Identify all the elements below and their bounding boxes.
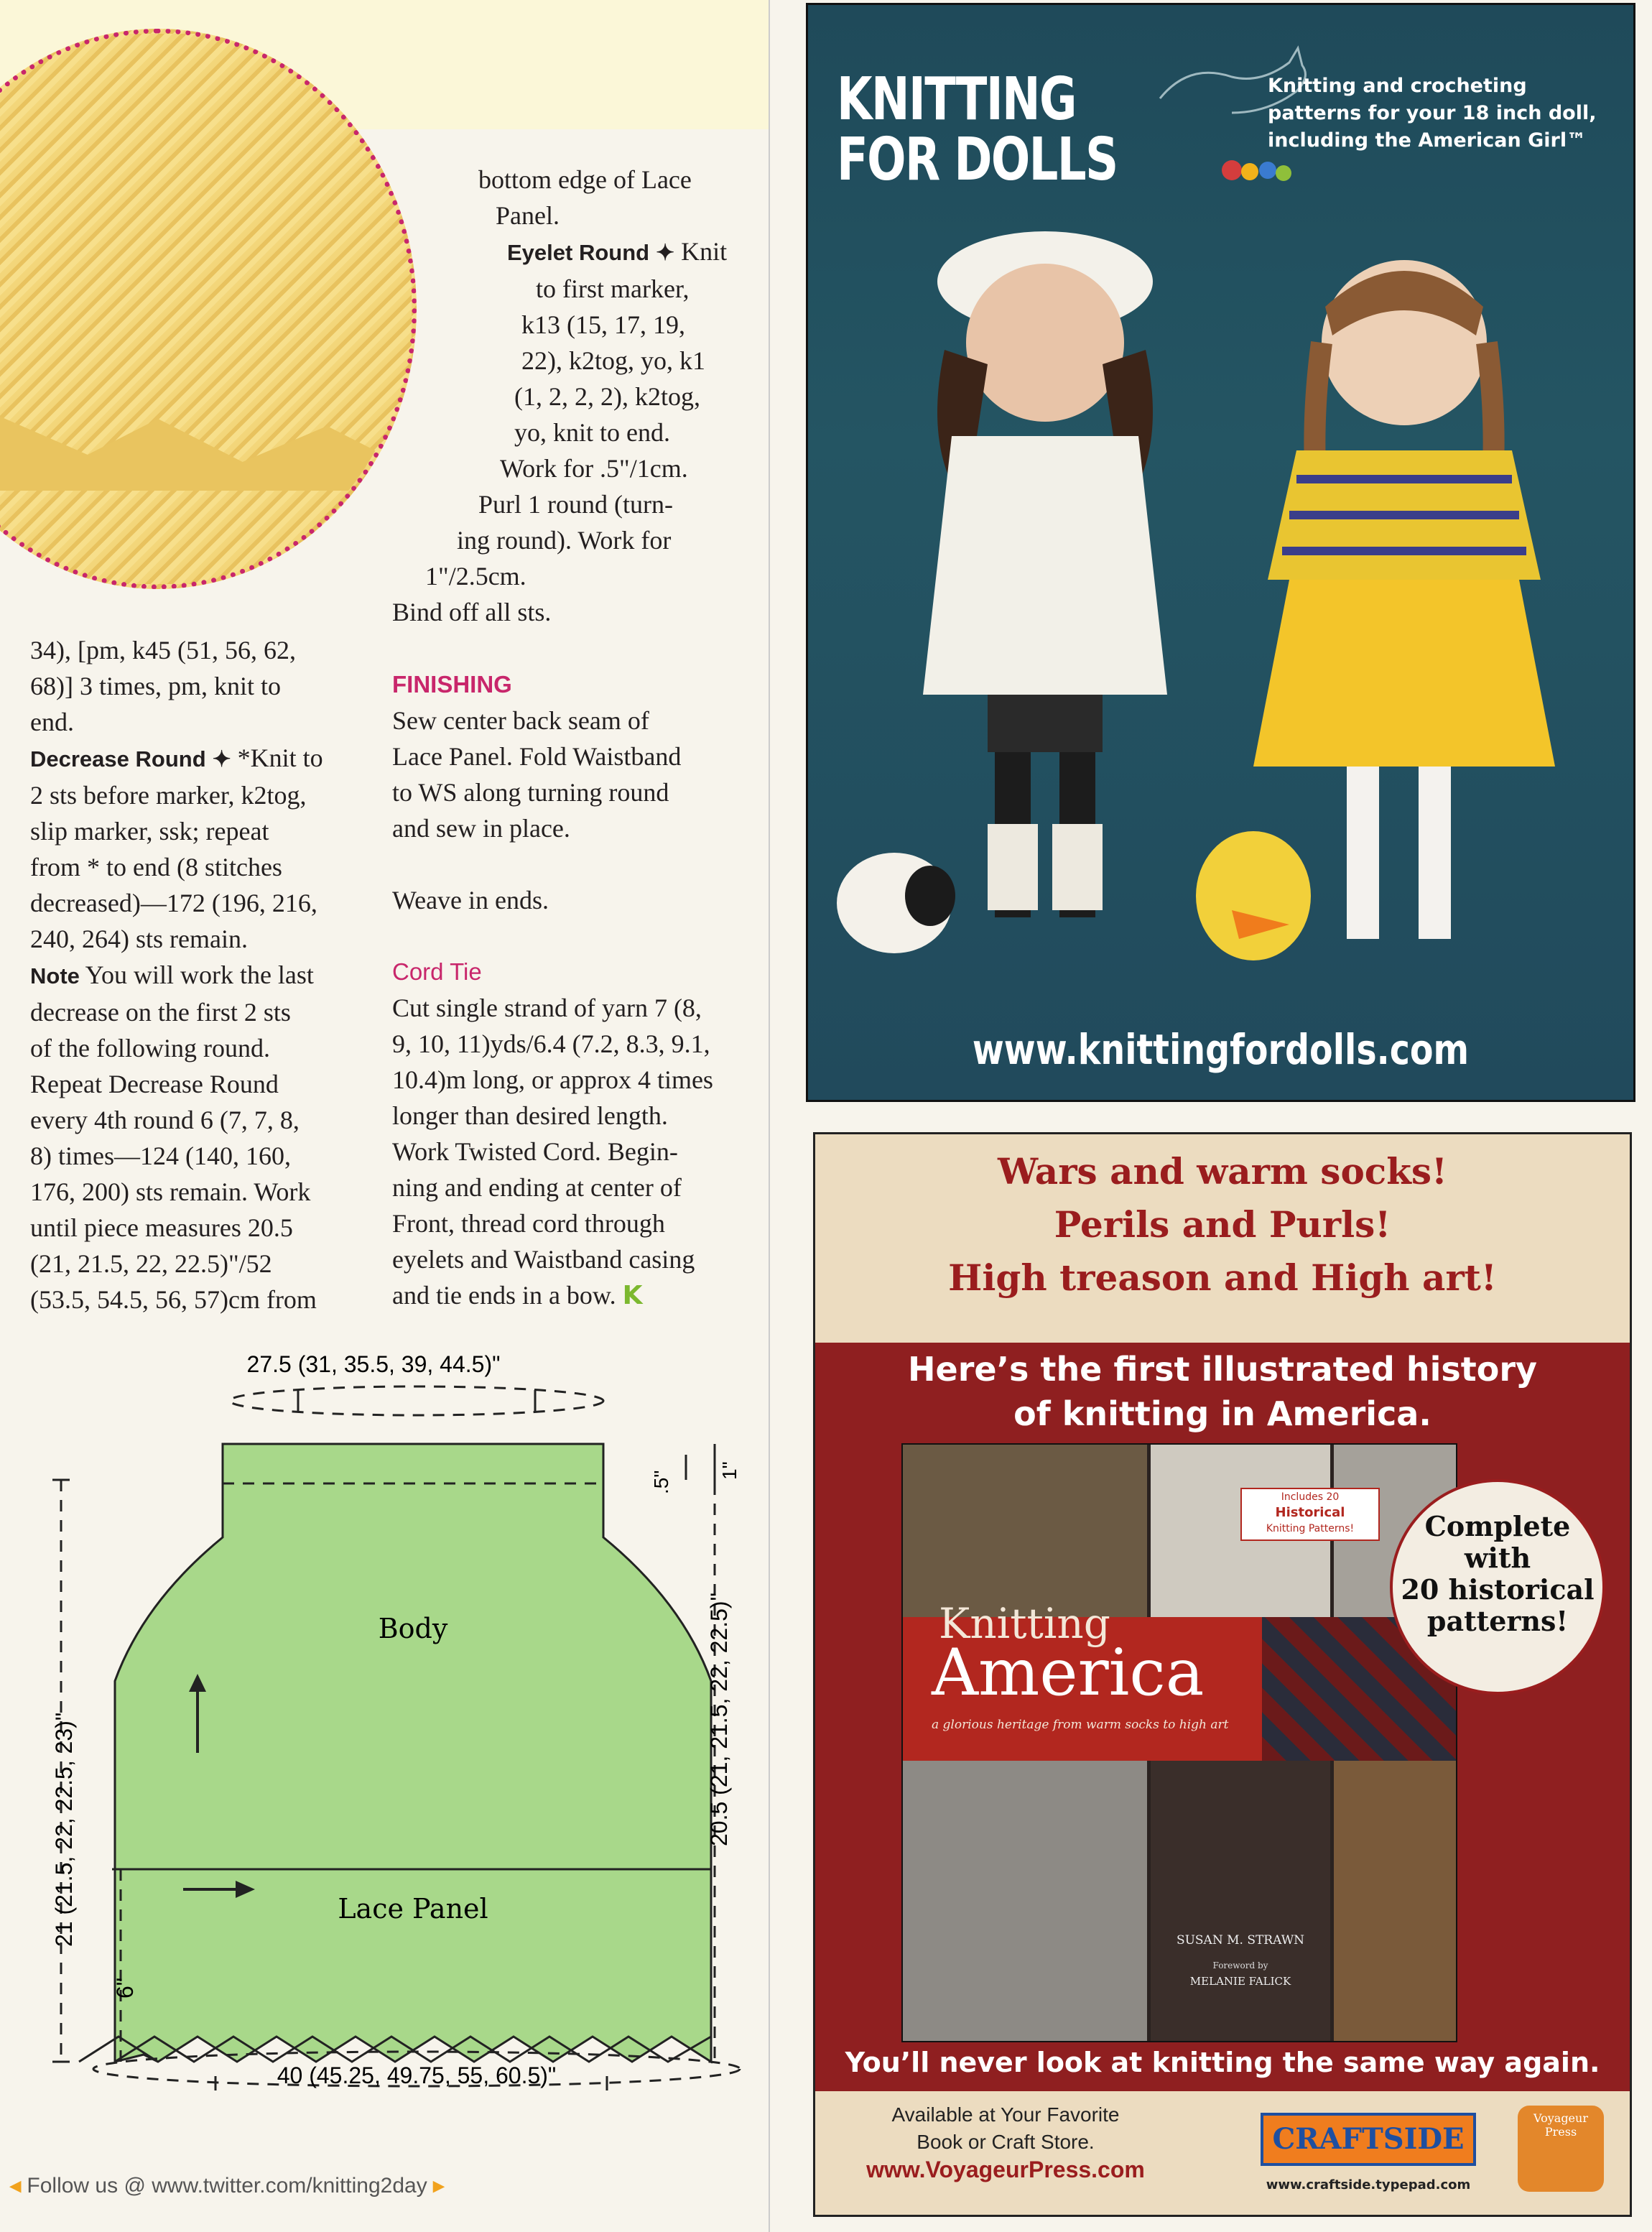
text-line: Purl 1 round (turn-	[478, 490, 673, 519]
subheadline: of knitting in America.	[1013, 1394, 1431, 1433]
cover-photo	[1334, 1761, 1456, 2041]
text-line: k13 (15, 17, 19,	[521, 310, 685, 339]
column-two-top: bottom edge of Lace Panel. Eyelet Round ✦ Knit to first marker, k13 (15, 17, 19, 22), k2tog, yo, k1 (1, 2, 2, 2), k2tog, yo, knit to end. Work for .5"/1cm. Purl 1 round (turn- ing round). Work for 1"/2.5cm. Bind off all sts.	[478, 162, 766, 630]
text-line: 8) times—124 (140, 160,	[30, 1142, 291, 1170]
skirt-body-shape	[79, 1444, 711, 2062]
bottom-measure: 40 (45.25, 49.75, 55, 60.5)"	[277, 2062, 557, 2088]
right-arrow-icon: ▸	[433, 2174, 445, 2198]
text-line: 240, 264) sts remain.	[30, 925, 248, 953]
ad-tagline: You’ll never look at knitting the same way again.	[845, 2047, 1600, 2078]
text-line: (53.5, 54.5, 56, 57)cm from	[30, 1285, 317, 1314]
text-line: 34), [pm, k45 (51, 56, 62,	[30, 636, 296, 664]
text-line: decreased)—172 (196, 216,	[30, 889, 317, 917]
text-line: eyelets and Waistband casing	[392, 1245, 695, 1274]
text-line: Weave in ends.	[392, 886, 549, 914]
left-measure: 21 (21.5, 22, 22.5, 23)"	[51, 1712, 77, 1947]
dolls-photo	[830, 177, 1612, 1011]
text-line: and sew in place.	[392, 814, 570, 843]
knitting-america-ad[interactable]	[813, 1132, 1632, 2217]
book-foreword: Foreword by	[1212, 1960, 1268, 1971]
text-line: decrease on the first 2 sts	[30, 998, 291, 1027]
text-line: 68)] 3 times, pm, knit to	[30, 672, 281, 700]
right-measure: 20.5 (21, 21.5, 22, 22.5)"	[706, 1593, 732, 1846]
text-line: end.	[30, 708, 74, 736]
cover-badge-line: Historical	[1275, 1505, 1345, 1520]
text-line: Front, thread cord through	[392, 1209, 665, 1238]
text-line: *Knit to	[237, 744, 323, 772]
text-line: until piece measures 20.5	[30, 1213, 293, 1242]
page-divider	[769, 0, 770, 2232]
tagline-line: patterns for your 18 inch doll,	[1268, 102, 1597, 124]
text-line: (21, 21.5, 22, 22.5)"/52	[30, 1249, 272, 1278]
text-line: longer than desired length.	[392, 1101, 668, 1130]
badge-line: patterns!	[1426, 1605, 1569, 1637]
body-label: Body	[378, 1613, 448, 1644]
book-author: SUSAN M. STRAWN	[1176, 1933, 1305, 1948]
book-foreword-name: MELANIE FALICK	[1189, 1975, 1291, 1988]
text-line: 176, 200) sts remain. Work	[30, 1177, 311, 1206]
availability-text	[844, 2101, 1167, 2183]
text-line: ning and ending at center of	[392, 1173, 682, 1202]
ad-url[interactable]: www.knittingfordolls.com	[972, 1025, 1470, 1074]
decrease-round-label: Decrease Round	[30, 746, 206, 772]
cover-photo	[903, 1445, 1147, 1617]
lace-height: 6"	[112, 1977, 138, 1999]
text-line: from * to end (8 stitches	[30, 853, 282, 881]
text-line: bottom edge of Lace	[478, 165, 692, 194]
waist-full-measure: 1"	[718, 1461, 741, 1480]
cover-photo	[903, 1761, 1147, 2041]
text-line: You will work the last	[85, 960, 314, 989]
ad-title	[837, 65, 1118, 194]
footer-text[interactable]: Follow us @ www.twitter.com/knitting2day	[27, 2174, 427, 2198]
lace-panel-label: Lace Panel	[338, 1893, 488, 1925]
waist-half-measure: .5"	[650, 1470, 672, 1494]
ad-title-line: FOR DOLLS	[837, 126, 1118, 194]
finishing-heading: FINISHING	[392, 671, 512, 698]
text-line: to WS along turning round	[392, 778, 669, 807]
column-two-lower	[392, 667, 766, 1314]
left-arrow-icon: ◂	[10, 2174, 22, 2198]
book-title-1: Knitting	[939, 1599, 1110, 1648]
book-title-2: America	[932, 1635, 1205, 1710]
text-line: 1"/2.5cm.	[425, 562, 526, 591]
column-one: 34), [pm, k45 (51, 56, 62, 68)] 3 times, pm, knit to end. Decrease Round ✦ *Knit to 2 sts before marker, k2tog, slip marker, ssk; repeat from * to end (8 stitches decreased)—172 (196, 216, 240, 264) sts remain. Note You will work the last decrease on the first 2 sts of the following round. Repeat Decrease Round every 4th round 6 (7, 7, 8, 8) times—124 (140, 160, 176, 200) sts remain. Work until piece measures 20.5 (21, 21.5, 22, 22.5)"/52 (53.5, 54.5, 56, 57)cm from	[30, 632, 375, 1318]
text-line: Panel.	[496, 201, 560, 230]
text-line: Sew center back seam of	[392, 706, 649, 735]
text-line: (1, 2, 2, 2), k2tog,	[514, 382, 700, 411]
cover-photo	[1151, 1761, 1330, 2041]
complete-with-badge	[1390, 1479, 1605, 1695]
text-line: Knit	[681, 237, 728, 266]
availability-line: Book or Craft Store.	[917, 2131, 1095, 2153]
craftside-logo[interactable]: CRAFTSIDE	[1261, 2113, 1476, 2166]
text-line: and tie ends in a bow.	[392, 1281, 616, 1310]
note-label: Note	[30, 963, 80, 988]
text-line: Cut single strand of yarn 7 (8,	[392, 994, 702, 1022]
text-line: 10.4)m long, or approx 4 times	[392, 1065, 713, 1094]
badge-line: with	[1464, 1542, 1531, 1574]
badge-line: Complete	[1424, 1510, 1571, 1542]
knitting-for-dolls-ad[interactable]	[806, 3, 1635, 1102]
headline: High treason and High art!	[948, 1256, 1497, 1299]
subheadline: Here’s the first illustrated history	[908, 1350, 1537, 1389]
text-line: 22), k2tog, yo, k1	[521, 346, 705, 375]
top-circumference-ring	[230, 1386, 603, 1415]
text-line: 9, 10, 11)yds/6.4 (7.2, 8.3, 9.1,	[392, 1029, 710, 1058]
text-line: to first marker,	[536, 274, 690, 303]
ad-tagline	[1268, 73, 1612, 154]
text-line: Lace Panel. Fold Waistband	[392, 742, 682, 771]
end-mark: K	[622, 1281, 643, 1310]
cover-badge	[1240, 1488, 1380, 1541]
book-subtitle: a glorious heritage from warm socks to high art	[932, 1718, 1229, 1732]
ad-title-line: KNITTING	[837, 65, 1076, 134]
text-line: Work Twisted Cord. Begin-	[392, 1137, 678, 1166]
text-line: Work for .5"/1cm.	[500, 454, 688, 483]
badge-line: 20 historical	[1401, 1573, 1595, 1606]
skirt-schematic	[0, 1343, 761, 2148]
top-measure: 27.5 (31, 35.5, 39, 44.5)"	[246, 1351, 501, 1377]
eyelet-round-label: Eyelet Round	[507, 240, 650, 265]
logo-line: Voyageur	[1533, 2111, 1588, 2125]
cover-badge-line: Includes 20	[1281, 1491, 1340, 1503]
text-line: ing round). Work for	[457, 526, 672, 555]
footer	[10, 2173, 757, 2202]
text-line: of the following round.	[30, 1034, 270, 1062]
voyageur-press-logo[interactable]	[1518, 2106, 1604, 2192]
tagline-line: including the American Girl™	[1268, 129, 1587, 152]
cord-tie-heading: Cord Tie	[392, 958, 482, 985]
text-line: Bind off all sts.	[392, 598, 552, 626]
cover-badge-line: Knitting Patterns!	[1266, 1523, 1355, 1534]
logo-line: Press	[1544, 2125, 1577, 2139]
availability-line: Available at Your Favorite	[891, 2103, 1120, 2126]
ad-footer-band	[815, 2091, 1630, 2217]
text-line: yo, knit to end.	[514, 418, 670, 447]
text-line: Repeat Decrease Round	[30, 1070, 279, 1098]
tagline-line: Knitting and crocheting	[1268, 75, 1527, 97]
text-line: 2 sts before marker, k2tog,	[30, 781, 307, 810]
text-line: slip marker, ssk; repeat	[30, 817, 269, 846]
voyageur-url[interactable]: www.VoyageurPress.com	[866, 2157, 1145, 2182]
craftside-url[interactable]: www.craftside.typepad.com	[1266, 2177, 1471, 2192]
headline: Perils and Purls!	[1054, 1203, 1391, 1246]
text-line: every 4th round 6 (7, 7, 8,	[30, 1106, 300, 1134]
headline: Wars and warm socks!	[997, 1150, 1447, 1193]
book-cover	[901, 1443, 1457, 2042]
